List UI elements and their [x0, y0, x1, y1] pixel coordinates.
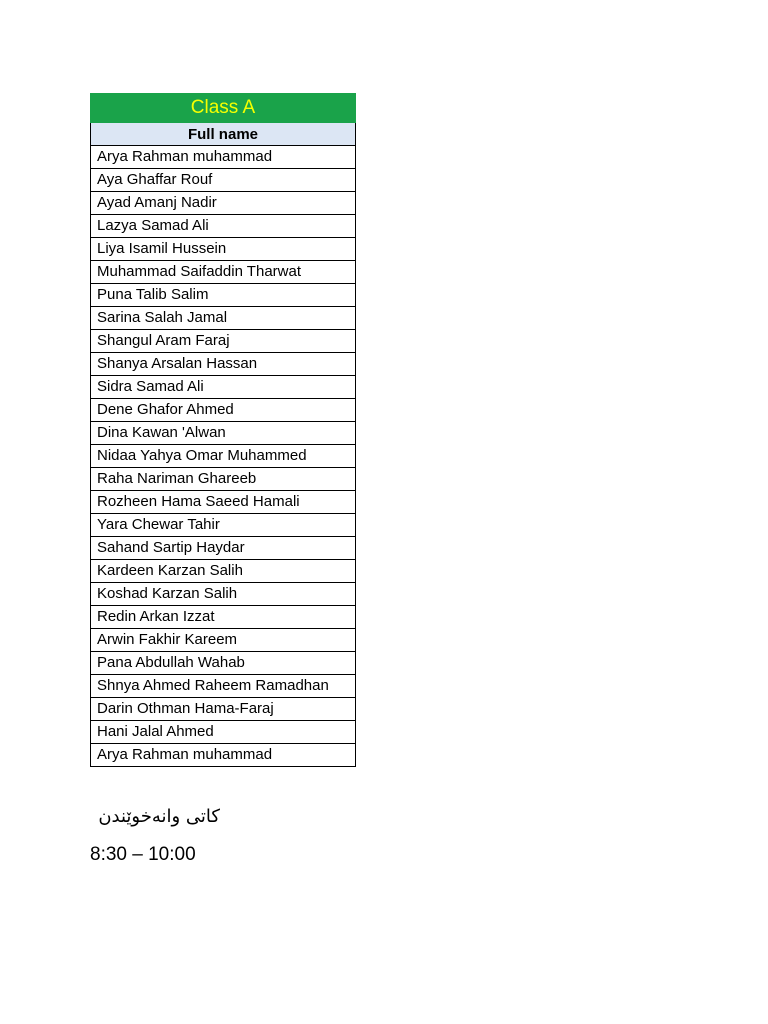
table-row [91, 583, 356, 606]
table-row [91, 744, 356, 767]
student-name-cell: Shangul Aram Faraj [91, 330, 356, 353]
student-name-cell: Ayad Amanj Nadir [91, 192, 356, 215]
student-name-cell: Arwin Fakhir Kareem [91, 629, 356, 652]
table-row [91, 192, 356, 215]
roster-body [91, 146, 356, 767]
student-name-cell: Muhammad Saifaddin Tharwat [91, 261, 356, 284]
table-row [91, 284, 356, 307]
column-header-row [91, 123, 356, 146]
student-name-cell: Sahand Sartip Haydar [91, 537, 356, 560]
student-name-cell: Nidaa Yahya Omar Muhammed [91, 445, 356, 468]
student-name-cell: Dina Kawan 'Alwan [91, 422, 356, 445]
table-row [91, 261, 356, 284]
table-row [91, 629, 356, 652]
table-row [91, 652, 356, 675]
table-row [91, 606, 356, 629]
table-row [91, 675, 356, 698]
student-name-cell: Yara Chewar Tahir [91, 514, 356, 537]
full-name-header: Full name [91, 123, 356, 146]
table-row [91, 560, 356, 583]
class-time-label: کاتی وانەخوێندن [98, 806, 220, 827]
class-time-value: 8:30 – 10:00 [90, 844, 196, 865]
table-row [91, 537, 356, 560]
table-row [91, 698, 356, 721]
class-title: Class A [91, 94, 356, 123]
student-name-cell: Arya Rahman muhammad [91, 744, 356, 767]
student-name-cell: Hani Jalal Ahmed [91, 721, 356, 744]
table-row [91, 146, 356, 169]
table-row [91, 468, 356, 491]
table-row [91, 353, 356, 376]
table-row [91, 422, 356, 445]
table-row [91, 514, 356, 537]
student-name-cell: Aya Ghaffar Rouf [91, 169, 356, 192]
table-row [91, 215, 356, 238]
table-row [91, 376, 356, 399]
student-name-cell: Liya Isamil Hussein [91, 238, 356, 261]
student-name-cell: Redin Arkan Izzat [91, 606, 356, 629]
table-row [91, 169, 356, 192]
table-row [91, 721, 356, 744]
student-name-cell: Sarina Salah Jamal [91, 307, 356, 330]
student-name-cell: Darin Othman Hama-Faraj [91, 698, 356, 721]
student-name-cell: Sidra Samad Ali [91, 376, 356, 399]
student-name-cell: Rozheen Hama Saeed Hamali [91, 491, 356, 514]
table-row [91, 445, 356, 468]
student-name-cell: Arya Rahman muhammad [91, 146, 356, 169]
student-name-cell: Puna Talib Salim [91, 284, 356, 307]
student-name-cell: Pana Abdullah Wahab [91, 652, 356, 675]
student-name-cell: Koshad Karzan Salih [91, 583, 356, 606]
table-row [91, 399, 356, 422]
student-name-cell: Shanya Arsalan Hassan [91, 353, 356, 376]
student-name-cell: Dene Ghafor Ahmed [91, 399, 356, 422]
class-roster-table [90, 93, 356, 767]
table-row [91, 238, 356, 261]
student-name-cell: Shnya Ahmed Raheem Ramadhan [91, 675, 356, 698]
table-row [91, 491, 356, 514]
student-name-cell: Raha Nariman Ghareeb [91, 468, 356, 491]
student-name-cell: Lazya Samad Ali [91, 215, 356, 238]
table-row [91, 307, 356, 330]
student-name-cell: Kardeen Karzan Salih [91, 560, 356, 583]
table-row [91, 330, 356, 353]
class-title-row [91, 94, 356, 123]
